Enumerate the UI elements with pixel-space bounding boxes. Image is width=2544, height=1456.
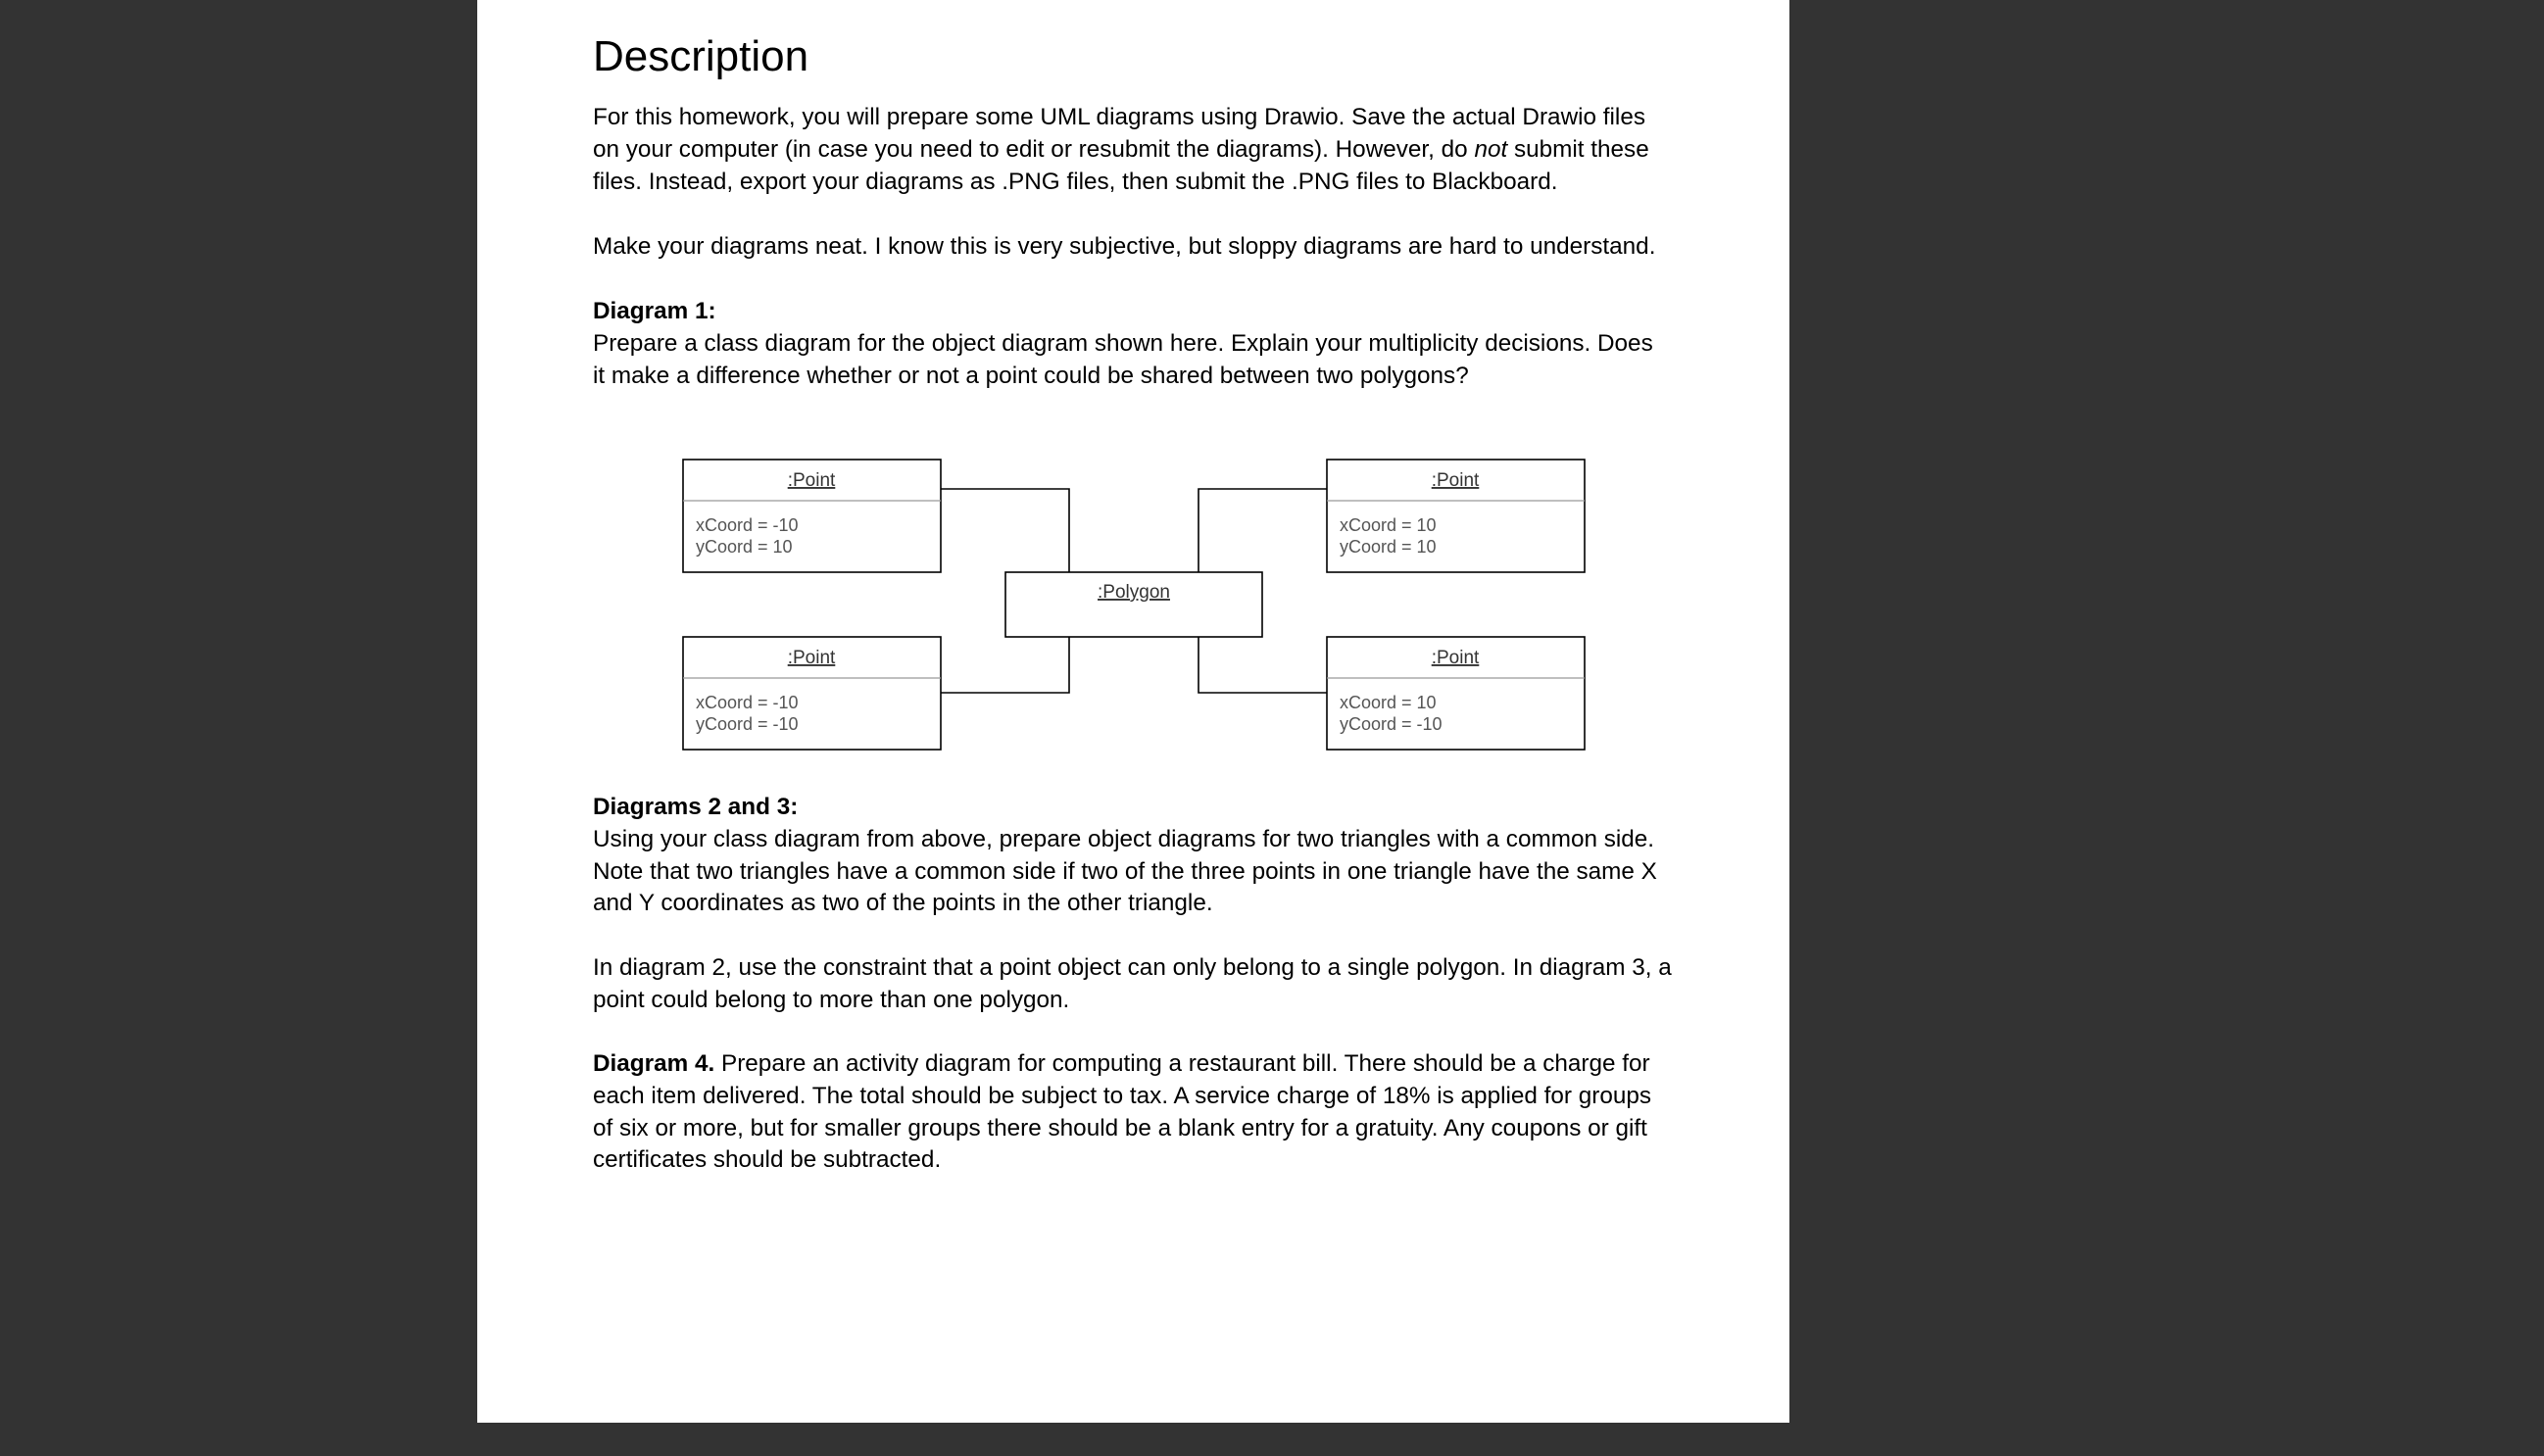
point-name: :Point	[787, 470, 836, 491]
diagram1-line-1: Prepare a class diagram for the object diagram shown here. Explain your multiplicity decisions. Does	[593, 329, 1653, 357]
intro-line-1: For this homework, you will prepare some UML diagrams using Drawio. Save the actual Drawio files	[593, 104, 1645, 130]
neatness-paragraph	[593, 231, 1681, 264]
intro-line-2	[593, 134, 1681, 167]
polygon-name: :Polygon	[1098, 582, 1170, 603]
point-y-attribute: yCoord = 10	[696, 537, 793, 557]
point-x-attribute: xCoord = 10	[1340, 693, 1437, 712]
object-diagram	[676, 455, 1590, 764]
connector-top-right	[1199, 489, 1327, 572]
point-name: :Point	[1431, 648, 1480, 668]
diagram4-line-2: each item delivered. The total should be subject to tax. A service charge of 18% is applied for groups	[593, 1082, 1652, 1109]
point-object	[1327, 460, 1585, 572]
diagram4-heading: Diagram 4.	[593, 1050, 715, 1077]
page-title: Description	[593, 32, 809, 80]
diagram4-line-4: certificates should be subtracted.	[593, 1146, 942, 1174]
diagrams23-line-3: and Y coordinates as two of the points in the other triangle.	[593, 890, 1213, 917]
connector-bottom-right	[1199, 637, 1327, 693]
point-object	[1327, 637, 1585, 750]
connector-top-left	[941, 489, 1069, 572]
diagrams23-section	[593, 792, 1681, 920]
constraint-line-1: In diagram 2, use the constraint that a point object can only belong to a single polygon. In diagram 3, a	[593, 954, 1672, 981]
intro-line-2-tail: submit these	[1507, 135, 1649, 163]
intro-line-2-text: on your computer (in case you need to edit or resubmit the diagrams). However, do	[593, 135, 1475, 163]
diagram4-line-3: of six or more, but for smaller groups there should be a blank entry for a gratuity. Any coupons or gift	[593, 1114, 1647, 1141]
diagram4-line-1	[593, 1048, 1681, 1081]
intro-emphasis: not	[1474, 135, 1508, 163]
connector-bottom-left	[941, 637, 1069, 693]
neatness-line: Make your diagrams neat. I know this is very subjective, but sloppy diagrams are hard to understand.	[593, 233, 1656, 260]
constraint-line-2: point could belong to more than one polygon.	[593, 986, 1070, 1013]
point-x-attribute: xCoord = -10	[696, 515, 799, 535]
diagrams23-line-2: Note that two triangles have a common side if two of the three points in one triangle have the same X	[593, 857, 1657, 885]
point-name: :Point	[787, 648, 836, 668]
diagram4-line-1-text: Prepare an activity diagram for computing a restaurant bill. There should be a charge for	[714, 1050, 1650, 1077]
point-object	[683, 460, 941, 572]
diagram1-heading: Diagram 1:	[593, 298, 716, 324]
diagram4-section	[593, 1048, 1681, 1177]
point-x-attribute: xCoord = -10	[696, 693, 799, 712]
polygon-object	[1005, 572, 1262, 637]
diagrams23-heading: Diagrams 2 and 3:	[593, 794, 799, 820]
point-y-attribute: yCoord = 10	[1340, 537, 1437, 557]
point-y-attribute: yCoord = -10	[1340, 714, 1443, 734]
intro-line-3: files. Instead, export your diagrams as .PNG files, then submit the .PNG files to Blackboard.	[593, 168, 1558, 195]
constraint-paragraph	[593, 952, 1681, 1017]
point-y-attribute: yCoord = -10	[696, 714, 799, 734]
point-name: :Point	[1431, 470, 1480, 491]
intro-paragraph	[593, 102, 1681, 198]
diagram1-section	[593, 296, 1681, 392]
point-x-attribute: xCoord = 10	[1340, 515, 1437, 535]
diagram1-line-2: it make a difference whether or not a point could be shared between two polygons?	[593, 362, 1469, 389]
point-object	[683, 637, 941, 750]
diagrams23-line-1: Using your class diagram from above, prepare object diagrams for two triangles with a common side.	[593, 825, 1655, 852]
